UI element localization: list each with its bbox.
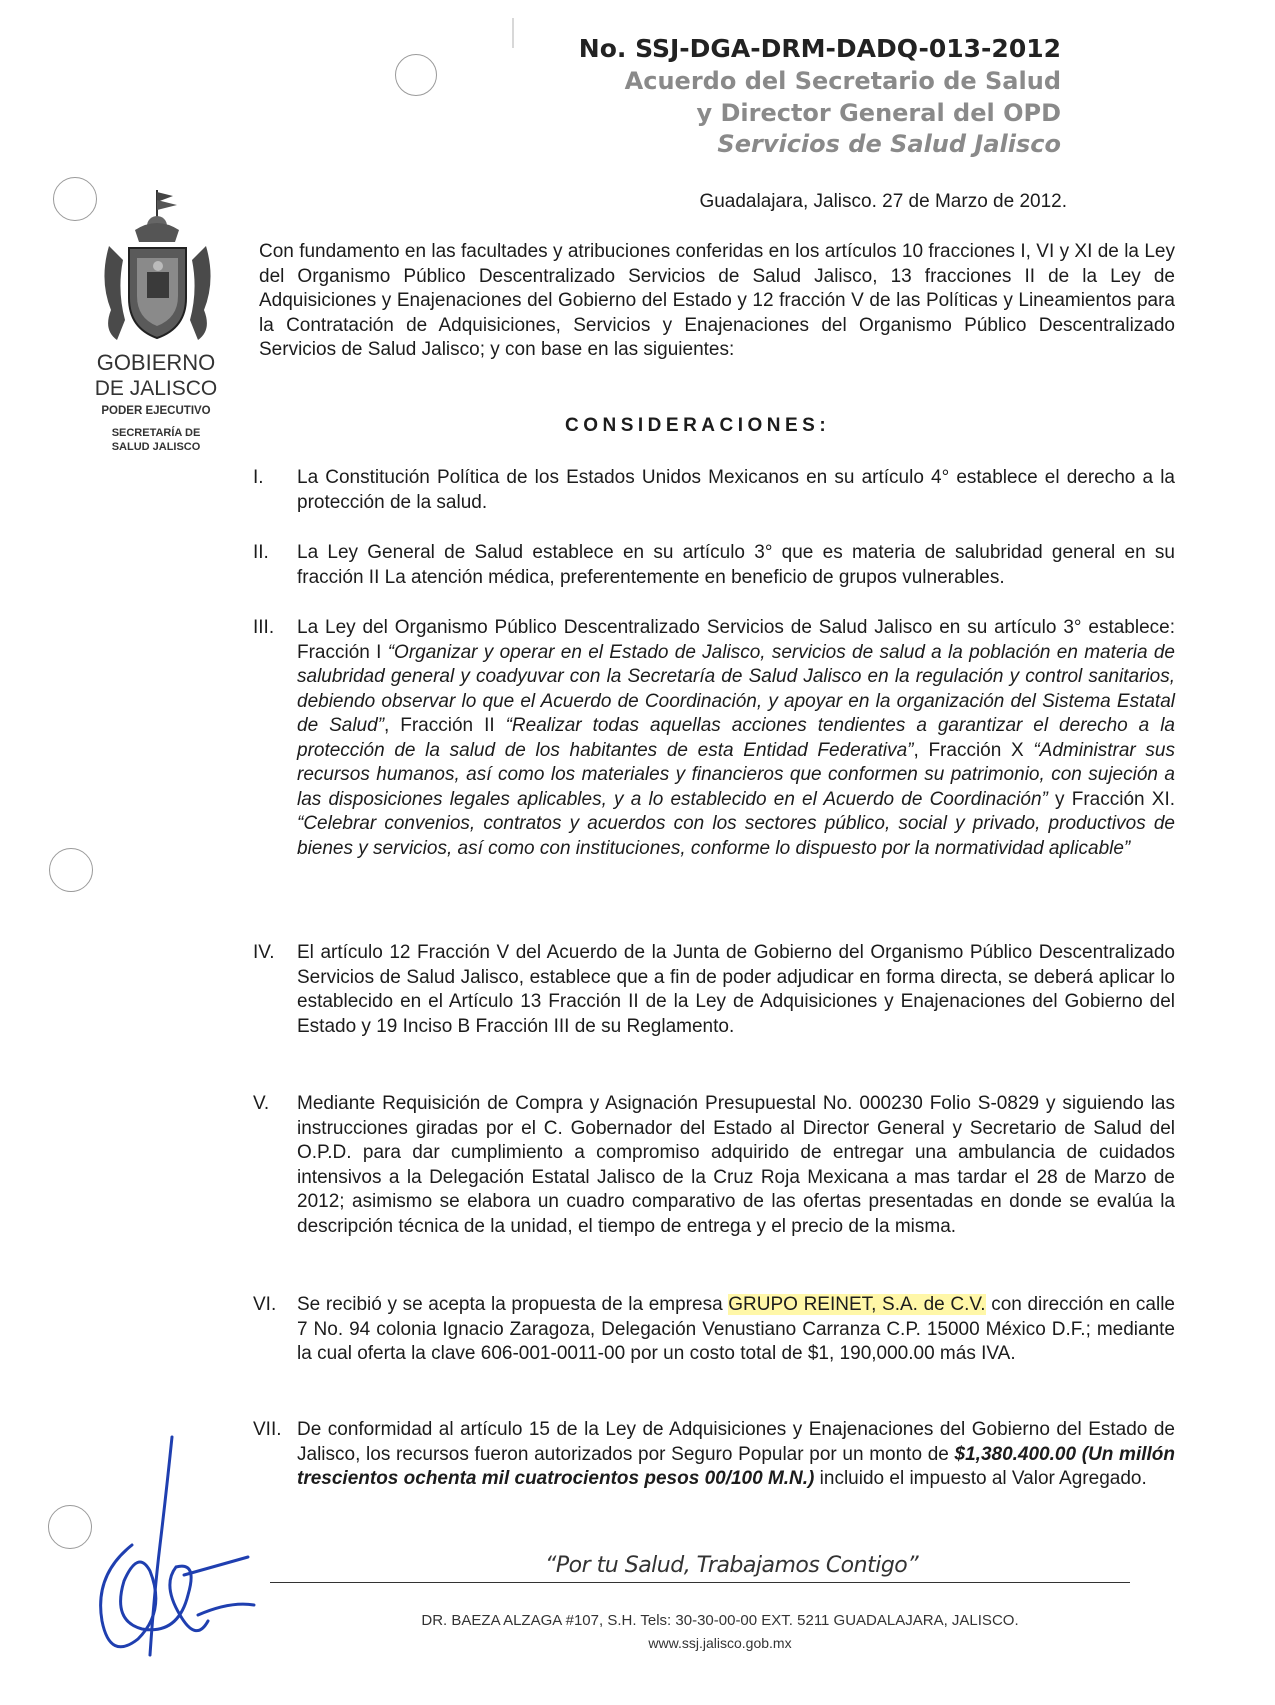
item-number: I.	[253, 467, 264, 488]
footer-divider	[270, 1582, 1130, 1583]
consideration-item	[253, 1092, 1175, 1239]
item-number: III.	[253, 617, 275, 638]
intro-paragraph: Con fundamento en las facultades y atribuciones conferidas en los artículos 10 fracciones I, VI y XI de la Ley del Organismo Público Descentralizado Servicios de Salud Jalisco, 13 fracciones II de la Ley de Adquisiciones y Enajenaciones del Gobierno del Estado y 12 fracción V de las Políticas y Lineamientos para la Contratación de Adquisiciones, Servicios y Enajenaciones del Organismo Público Descentralizado Servicios de Salud Jalisco; y con base en las siguientes:	[259, 241, 1175, 360]
consideration-item	[253, 1418, 1175, 1492]
letterhead-gobierno: GOBIERNO	[96, 350, 216, 375]
handwritten-signature	[80, 1425, 270, 1665]
document-subtitle-line1: Acuerdo del Secretario de Salud	[624, 67, 1061, 95]
quoted-fraction: “Organizar y operar en el Estado de Jalisco, servicios de salud a la población en materia de salubridad general y coadyuvar con la Secretaría de Salud Jalisco en la regulación y control sanitarios, debiendo observar lo que el Acuerdo de Coordinación, y apoyar en la organización del Sistema Estatal de Salud”	[297, 641, 1175, 736]
coat-of-arms-logo	[95, 180, 220, 348]
punch-hole	[49, 848, 93, 892]
document-subtitle-line2: y Director General del OPD	[696, 99, 1061, 127]
document-number: No. SSJ-DGA-DRM-DADQ-013-2012	[578, 34, 1061, 63]
item-number: V.	[253, 1093, 270, 1114]
item-text-part: , Fracción X	[913, 739, 1034, 761]
item-number: IV.	[253, 942, 275, 963]
consideration-item	[253, 941, 1175, 1039]
highlighted-company-name: GRUPO REINET, S.A. de C.V.	[728, 1294, 986, 1315]
item-text: Mediante Requisición de Compra y Asignación Presupuestal No. 000230 Folio S-0829 y siguiendo las instrucciones giradas por el C. Gobernador del Estado al Director General y Secretario de Salud del O.P.D. para dar cumplimiento a compromiso adquirido de entregar una ambulancia de cuidados intensivos a la Delegación Estatal Jalisco de la Cruz Roja Mexicana a mas tardar el 28 de Marzo de 2012; asimismo se elabora un cuadro comparativo de las ofertas presentadas en donde se evalúa la descripción técnica de la unidad, el tiempo de entrega y el precio de la misma.	[297, 1093, 1175, 1237]
quoted-fraction: “Administrar sus recursos humanos, así como los materiales y financieros que conformen su patrimonio, con sujeción a las disposiciones legales aplicables, y a lo establecido en el Acuerdo de Coordinación”	[297, 739, 1175, 810]
item-text: El artículo 12 Fracción V del Acuerdo de la Junta de Gobierno del Organismo Público Descentralizado Servicios de Salud Jalisco, establece que a fin de poder adjudicar en forma directa, se deberá aplicar lo establecido en el Artículo 13 Fracción II de la Ley de Adquisiciones y Enajenaciones del Gobierno del Estado y 19 Inciso B Fracción III de su Reglamento.	[297, 942, 1175, 1037]
consideration-item	[253, 616, 1175, 861]
scan-mark	[512, 18, 514, 48]
consideration-item	[253, 1293, 1175, 1367]
item-text: La Constitución Política de los Estados Unidos Mexicanos en su artículo 4° establece el derecho a la protección de la salud.	[297, 467, 1175, 513]
punch-hole	[53, 177, 97, 221]
item-text-part: con dirección en calle 7 No. 94 colonia Ignacio Zaragoza, Delegación Venustiano Carranza C.P. 15000 México D.F.; mediante la cual oferta la clave 606-001-0011-00 por un costo total de $1, 190,000.00 más IVA.	[297, 1294, 1175, 1364]
authorized-amount: $1,380.400.00 (Un millón trescientos ochenta mil cuatrocientos pesos 00/100 M.N.)	[297, 1443, 1175, 1489]
quoted-fraction: “Celebrar convenios, contratos y acuerdos con los sectores público, social y privado, productivos de bienes y servicios, así como con instituciones, conforme lo dispuesto por la normatividad aplicable”	[297, 813, 1175, 859]
footer-motto: “Por tu Salud, Trabajamos Contigo”	[545, 1553, 919, 1578]
footer-address: DR. BAEZA ALZAGA #107, S.H. Tels: 30-30-00-00 EXT. 5211 GUADALAJARA, JALISCO.	[421, 1612, 1019, 1629]
item-text-part: incluido el impuesto al Valor Agregado.	[814, 1468, 1147, 1489]
item-number: VII.	[253, 1419, 282, 1440]
item-text-part: , Fracción II	[384, 715, 506, 736]
consideration-item	[253, 541, 1175, 590]
item-text-part: y Fracción XI.	[1047, 788, 1175, 810]
item-text-part: Se recibió y se acepta la propuesta de la empresa	[297, 1294, 729, 1315]
letterhead-de-jalisco: DE JALISCO	[94, 377, 218, 400]
quoted-fraction: “Realizar todas aquellas acciones tendientes a garantizar el derecho a la protección de la salud de los habitantes de esta Entidad Federativa”	[297, 715, 1175, 761]
item-number: II.	[253, 542, 269, 563]
item-text	[297, 1418, 1175, 1492]
item-text	[297, 616, 1175, 861]
section-heading: CONSIDERACIONES:	[565, 415, 831, 436]
document-date: Guadalajara, Jalisco. 27 de Marzo de 2012.	[699, 191, 1067, 212]
item-text-part: De conformidad al artículo 15 de la Ley de Adquisiciones y Enajenaciones del Gobierno del Estado de Jalisco, los recursos fueron autorizados por Seguro Popular por un monto de	[297, 1419, 1175, 1465]
letterhead-poder-ejecutivo: PODER EJECUTIVO	[101, 405, 211, 417]
item-text: La Ley General de Salud establece en su artículo 3° que es materia de salubridad general en su fracción II La atención médica, preferentemente en beneficio de grupos vulnerables.	[297, 542, 1175, 588]
item-text-part: La Ley del Organismo Público Descentralizado Servicios de Salud Jalisco en su artículo 3° establece: Fracción I	[297, 617, 1175, 663]
letterhead-secretaria: SECRETARÍA DE SALUD JALISCO	[111, 427, 201, 453]
consideration-item	[253, 466, 1175, 515]
item-number: VI.	[253, 1294, 277, 1315]
item-text	[297, 1293, 1175, 1367]
document-subtitle-line3: Servicios de Salud Jalisco	[717, 130, 1061, 158]
punch-hole	[395, 54, 437, 96]
footer-website[interactable]: www.ssj.jalisco.gob.mx	[648, 1635, 792, 1651]
